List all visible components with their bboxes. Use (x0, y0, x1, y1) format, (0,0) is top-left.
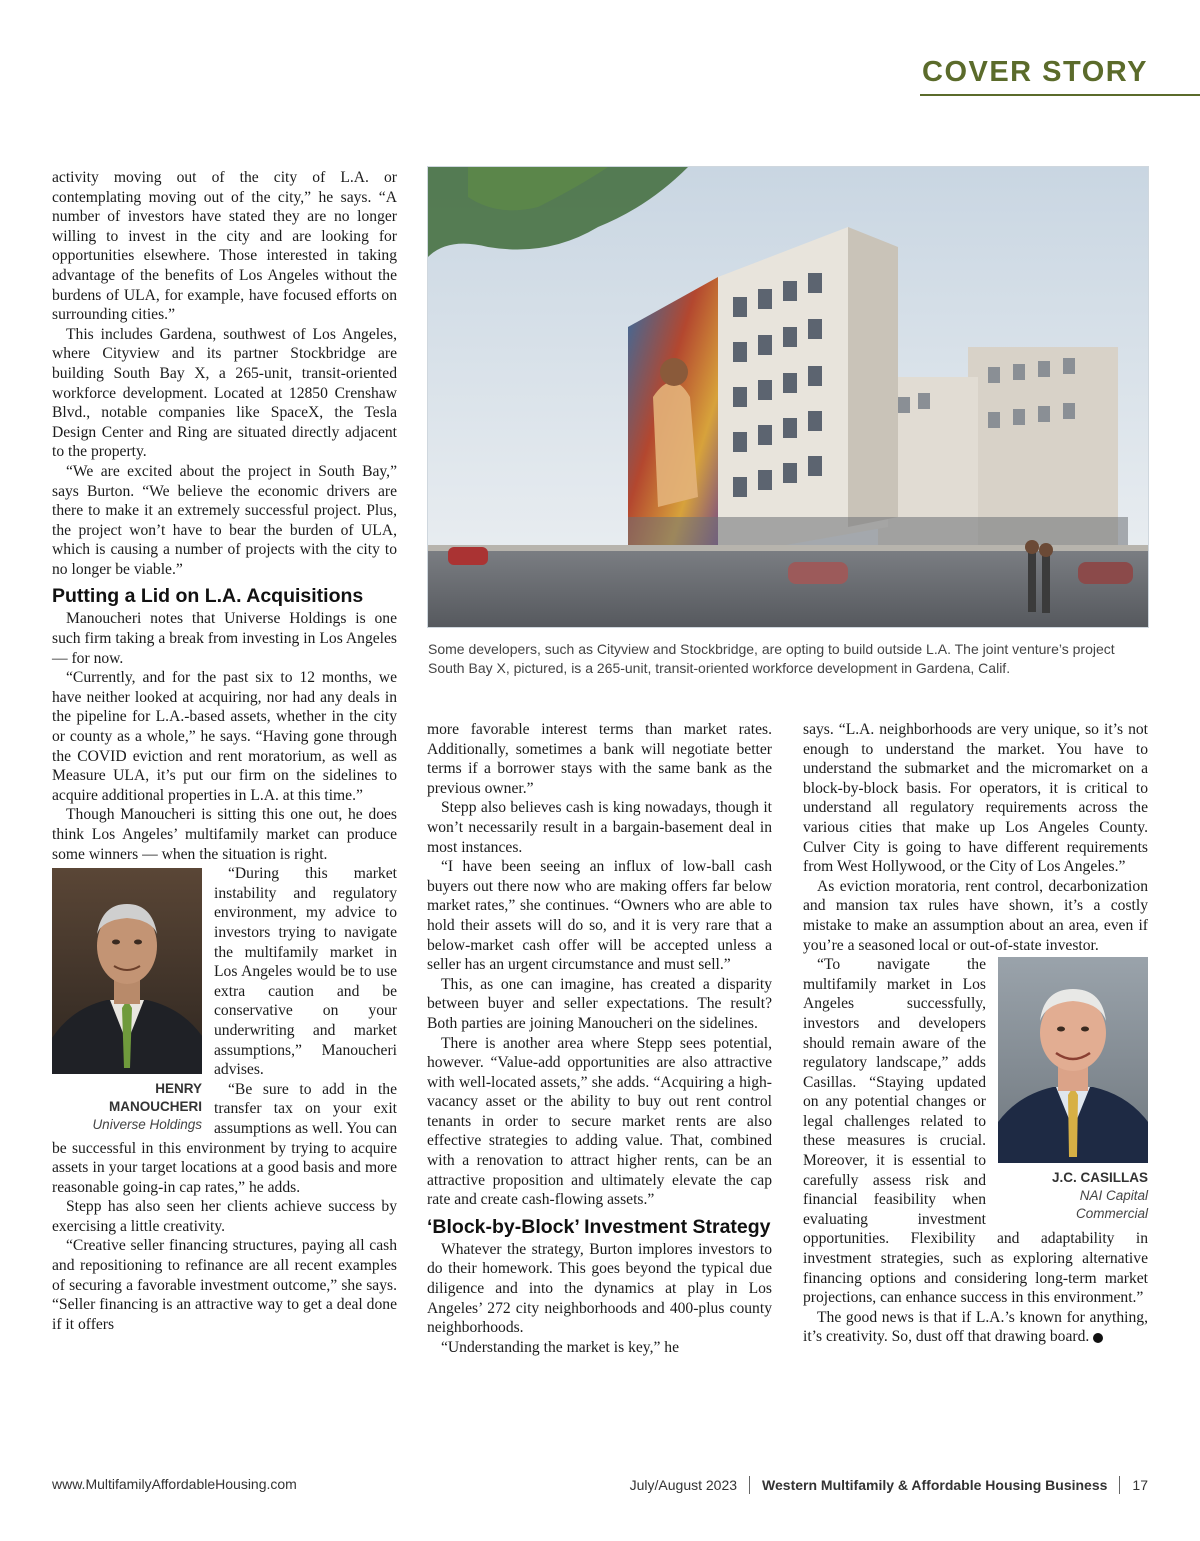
portrait-name: HENRY (155, 1081, 202, 1097)
paragraph: There is another area where Stepp sees potential, however. “Value-add opportunities are also attractive with well-located assets,” she adds. “Acquiring a high-vacancy asset or the ability to buy out rent control tenants in order to secure market rents are also effective strategies to adding value. That, combined with a renovation to attract higher rents, can be an attractive proposition and ultimately elevate the cap rate and create cash-flowing assets.” (427, 1034, 772, 1209)
footer-info (630, 1476, 1148, 1494)
paragraph: activity moving out of the city of L.A. or contemplating moving out of the city,” he says. “A number of investors have stated they are no longer willing to invest in the city and are looking for opportunities elsewhere. Those interested in taking advantage of the benefits of Los Angeles without the burdens of ULA, for example, have focused efforts on surrounding cities.” (52, 169, 397, 324)
end-mark-icon (1093, 1333, 1103, 1343)
paragraph: “We are excited about the project in South Bay,” says Burton. “We believe the economic drivers are there to make it an extremely successful project. Plus, the project won’t have to bear the burden of ULA, which is causing a number of projects with the city to no longer be viable.” (52, 462, 397, 578)
footer-divider (1119, 1476, 1120, 1494)
paragraph (803, 1308, 1148, 1347)
paragraph: says. “L.A. neighborhoods are very unique, so it’s not enough to understand the market. You have to understand the submarket and the micromarket on a block-by-block basis. For operators, it is critical to understand all regulatory requirements across the various cities that make up Los Angeles County. Culver City is going to have different requirements from West Hollywood, or the City of Los Angeles.” (803, 721, 1148, 876)
portrait-manoucheri (52, 868, 202, 1134)
paragraph: As eviction moratoria, rent control, decarbonization and mansion tax rules have shown, it’s a costly mistake to make an assumption about an area, even if you’re a seasoned local or out-of-state investor. (803, 877, 1148, 954)
paragraph: “I have been seeing an influx of low-ball cash buyers out there now who are making offers far below market rates,” she continues. “Owners who are able to hold their assets will do so, and it is very rare that a below-market cash offer will be accepted unless a seller has an urgent circumstance and must sell.” (427, 858, 772, 974)
section-label: COVER STORY (922, 56, 1148, 88)
photo-caption: Some developers, such as Cityview and Stockbridge, are opting to build outside L.A. The joint venture’s project South Bay X, pictured, is a 265-unit, transit-oriented workforce development in Gardena, Calif. (428, 641, 1115, 676)
article-column-2 (427, 720, 772, 1357)
paragraph: This, as one can imagine, has created a disparity between buyer and seller expectations. The result? Both parties are joining Manoucheri on the sidelines. (427, 975, 772, 1032)
paragraph: “Understanding the market is key,” he (441, 1338, 680, 1356)
paragraph: Though Manoucheri is sitting this one out, he does think Los Angeles’ multifamily market can produce some winners — when the situation is right. (52, 806, 397, 863)
section-rule (920, 94, 1200, 96)
issue-date: July/August 2023 (629, 1477, 738, 1493)
section-heading: Putting a Lid on L.A. Acquisitions (52, 585, 364, 608)
paragraph: Stepp also believes cash is king nowadays, though it won’t necessarily result in a bargain-basement deal in most instances. (427, 799, 772, 856)
paragraph: Stepp has also seen her clients achieve success by exercising a little creativity. (52, 1198, 397, 1235)
paragraph-text: The good news is that if L.A.’s known for anything, it’s creativity. So, dust off that drawing board. (803, 1308, 1148, 1346)
portrait-photo (52, 868, 202, 1074)
article-column-3 (803, 720, 1148, 1347)
paragraph: Whatever the strategy, Burton implores investors to do their homework. This goes beyond the typical due diligence and into the dynamics at play in Los Angeles’ 272 city neighborhoods and 400-plus county neighborhoods. (427, 1240, 772, 1337)
portrait-name: MANOUCHERI (109, 1099, 202, 1115)
portrait-organization: Universe Holdings (92, 1117, 202, 1133)
portrait-organization: NAI Capital (1079, 1188, 1148, 1204)
paragraph: “To navigate the multifamily market in Los Angeles successfully, investors and developers should remain aware of the regulatory landscape,” adds Casillas. “Staying updated on any potential changes or legal challenges related to these measures is crucial. Moreover, it is essential to carefully assess risk and financial feasibility when evaluating investment opportunities. Flexibility and adaptability in investment strategies, such as exploring alternative financing options and considering long-term market projections, can enhance success in this environment.” (803, 956, 1148, 1307)
page-number: 17 (1132, 1477, 1148, 1493)
paragraph: “Be sure to add in the transfer tax on your exit assumptions as well. You can be successful in this environment by trying to acquire assets in your target locations at a good basis and more reasonable going-in cap rates,” he adds. (52, 1080, 397, 1196)
portrait-name: J.C. CASILLAS (1051, 1170, 1148, 1186)
paragraph: “During this market instability and regulatory environment, my advice to investors trying to navigate the multifamily market in Los Angeles would be to use extra caution and be conservative on your underwriting and market assumptions,” Manoucheri advises. (214, 865, 397, 1079)
article-column-1 (52, 168, 397, 1334)
footer-divider (749, 1476, 750, 1494)
portrait-organization: Commercial (1075, 1206, 1148, 1222)
paragraph: more favorable interest terms than market rates. Additionally, sometimes a bank will negotiate better terms if a borrower stays with the same bank as the previous owner.” (427, 721, 772, 797)
portrait-casillas (998, 957, 1148, 1223)
building-rendering (428, 167, 1149, 628)
article-photo (427, 166, 1149, 628)
section-heading: ‘Block-by-Block’ Investment Strategy (427, 1215, 771, 1238)
publication-name: Western Multifamily & Affordable Housing Business (762, 1477, 1108, 1493)
portrait-photo (998, 957, 1148, 1163)
paragraph: Manoucheri notes that Universe Holdings is one such firm taking a break from investing in Los Angeles — for now. (52, 610, 397, 667)
footer-url: www.MultifamilyAffordableHousing.com (52, 1476, 297, 1492)
paragraph: “Currently, and for the past six to 12 months, we have neither looked at acquiring, nor had any deals in the pipeline for L.A.-based assets, whether in the city or county as a whole,” he says. “Having gone through the COVID eviction and rent moratorium, as well as Measure ULA, it’s put our firm on the sidelines to acquire additional properties in L.A. at this time.” (52, 669, 397, 804)
paragraph: “Creative seller financing structures, paying all cash and repositioning to refinance are all recent examples of securing a favorable investment outcome,” she says. “Seller financing is an attractive way to get a deal done if it offers (52, 1237, 397, 1333)
paragraph: This includes Gardena, southwest of Los Angeles, where Cityview and its partner Stockbridge are building South Bay X, a 265-unit, transit-oriented workforce development. Located at 12850 Crenshaw Blvd., notable companies like SpaceX, the Tesla Design Center and Ring are situated directly adjacent to the property. (52, 325, 397, 461)
